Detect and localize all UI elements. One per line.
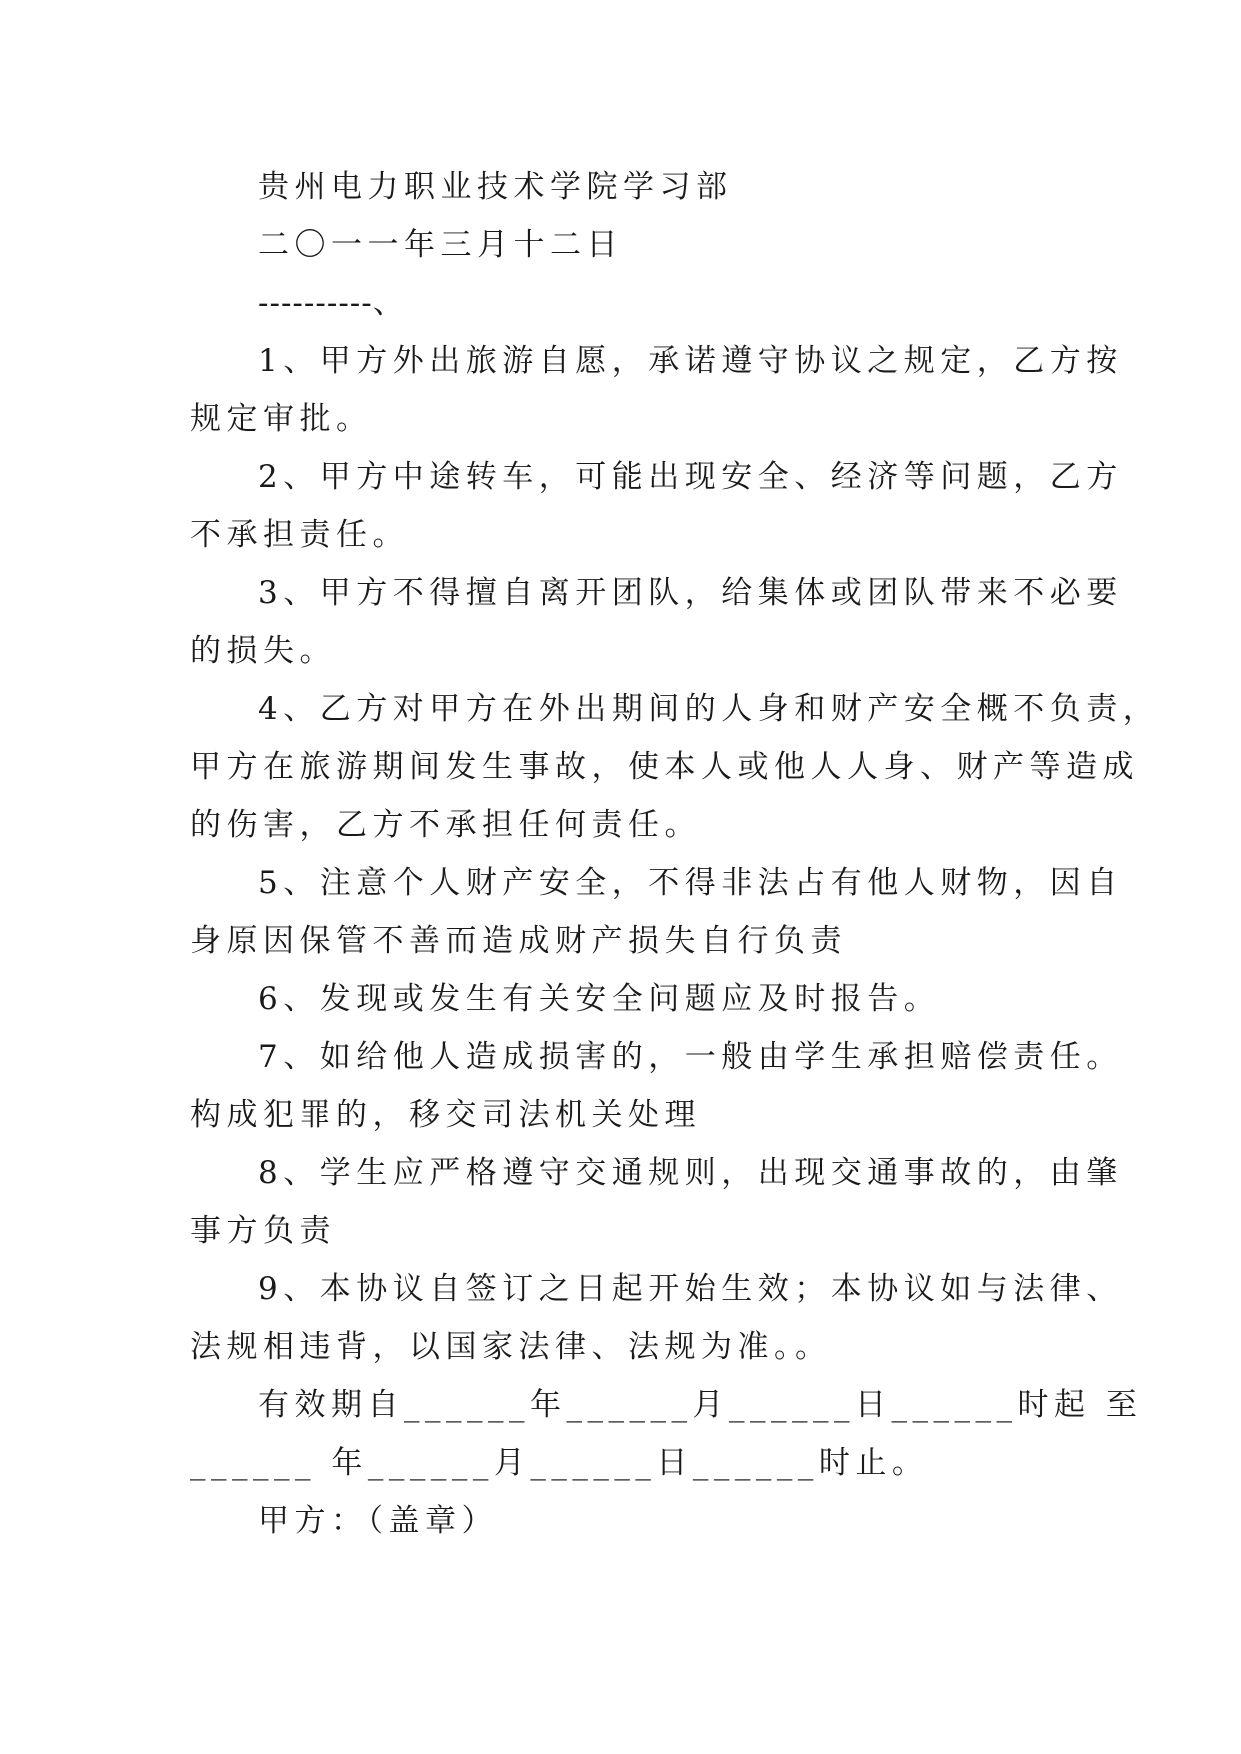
- party-a-signature: 甲方：（盖章）: [258, 1503, 498, 1539]
- organization-name: 贵州电力职业技术学院学习部: [258, 169, 733, 205]
- clause-first-line: 6、发现或发生有关安全问题应及时报告。: [258, 981, 941, 1017]
- clause-continuation-line: 甲方在旅游期间发生事故，使本人或他人人身、财产等造成: [190, 749, 1139, 785]
- document-body: [190, 158, 1160, 1550]
- clause-continuation-line: 的损失。: [190, 633, 336, 669]
- clause-first-line: 7、如给他人造成损害的，一般由学生承担赔偿责任。: [258, 1039, 1123, 1075]
- document-date: 二〇一一年三月十二日: [258, 227, 623, 263]
- clause-continuation-line: 规定审批。: [190, 401, 373, 437]
- validity-line-2: ______ 年______月______日______时止。: [190, 1445, 929, 1481]
- clause-item: [190, 854, 1123, 970]
- clause-first-line: 3、甲方不得擅自离开团队，给集体或团队带来不必要: [258, 575, 1123, 611]
- clause-item: [190, 448, 1123, 564]
- clause-continuation-line: 构成犯罪的，移交司法机关处理: [190, 1097, 701, 1133]
- clause-item: [190, 332, 1123, 448]
- clause-first-line: 4、乙方对甲方在外出期间的人身和财产安全概不负责，: [258, 691, 1160, 727]
- clause-item: [190, 1144, 1123, 1260]
- clause-list: [190, 332, 1160, 1376]
- clause-continuation-line: 的伤害，乙方不承担任何责任。: [190, 807, 701, 843]
- clause-continuation-line: 不承担责任。: [190, 517, 409, 553]
- clause-item: [190, 680, 1160, 854]
- clause-first-line: 8、学生应严格遵守交通规则，出现交通事故的，由肇: [258, 1155, 1123, 1191]
- clause-continuation-line: 身原因保管不善而造成财产损失自行负责: [190, 923, 847, 959]
- clause-first-line: 9、本协议自签订之日起开始生效；本协议如与法律、: [258, 1271, 1123, 1307]
- clause-first-line: 1、甲方外出旅游自愿，承诺遵守协议之规定，乙方按: [258, 343, 1123, 379]
- clause-item: [190, 1028, 1123, 1144]
- clause-item: [190, 1260, 1123, 1376]
- clause-first-line: 5、注意个人财产安全，不得非法占有他人财物，因自: [258, 865, 1123, 901]
- clause-first-line: 2、甲方中途转车，可能出现安全、经济等问题，乙方: [258, 459, 1123, 495]
- clause-continuation-line: 法规相违背，以国家法律、法规为准。。: [190, 1329, 832, 1365]
- clause-item: [190, 970, 1060, 1028]
- clause-continuation-line: 事方负责: [190, 1213, 336, 1249]
- clause-item: [190, 564, 1123, 680]
- section-separator: ----------、: [258, 285, 405, 321]
- validity-line-1: 有效期自______年______月______日______时起 至: [258, 1387, 1143, 1423]
